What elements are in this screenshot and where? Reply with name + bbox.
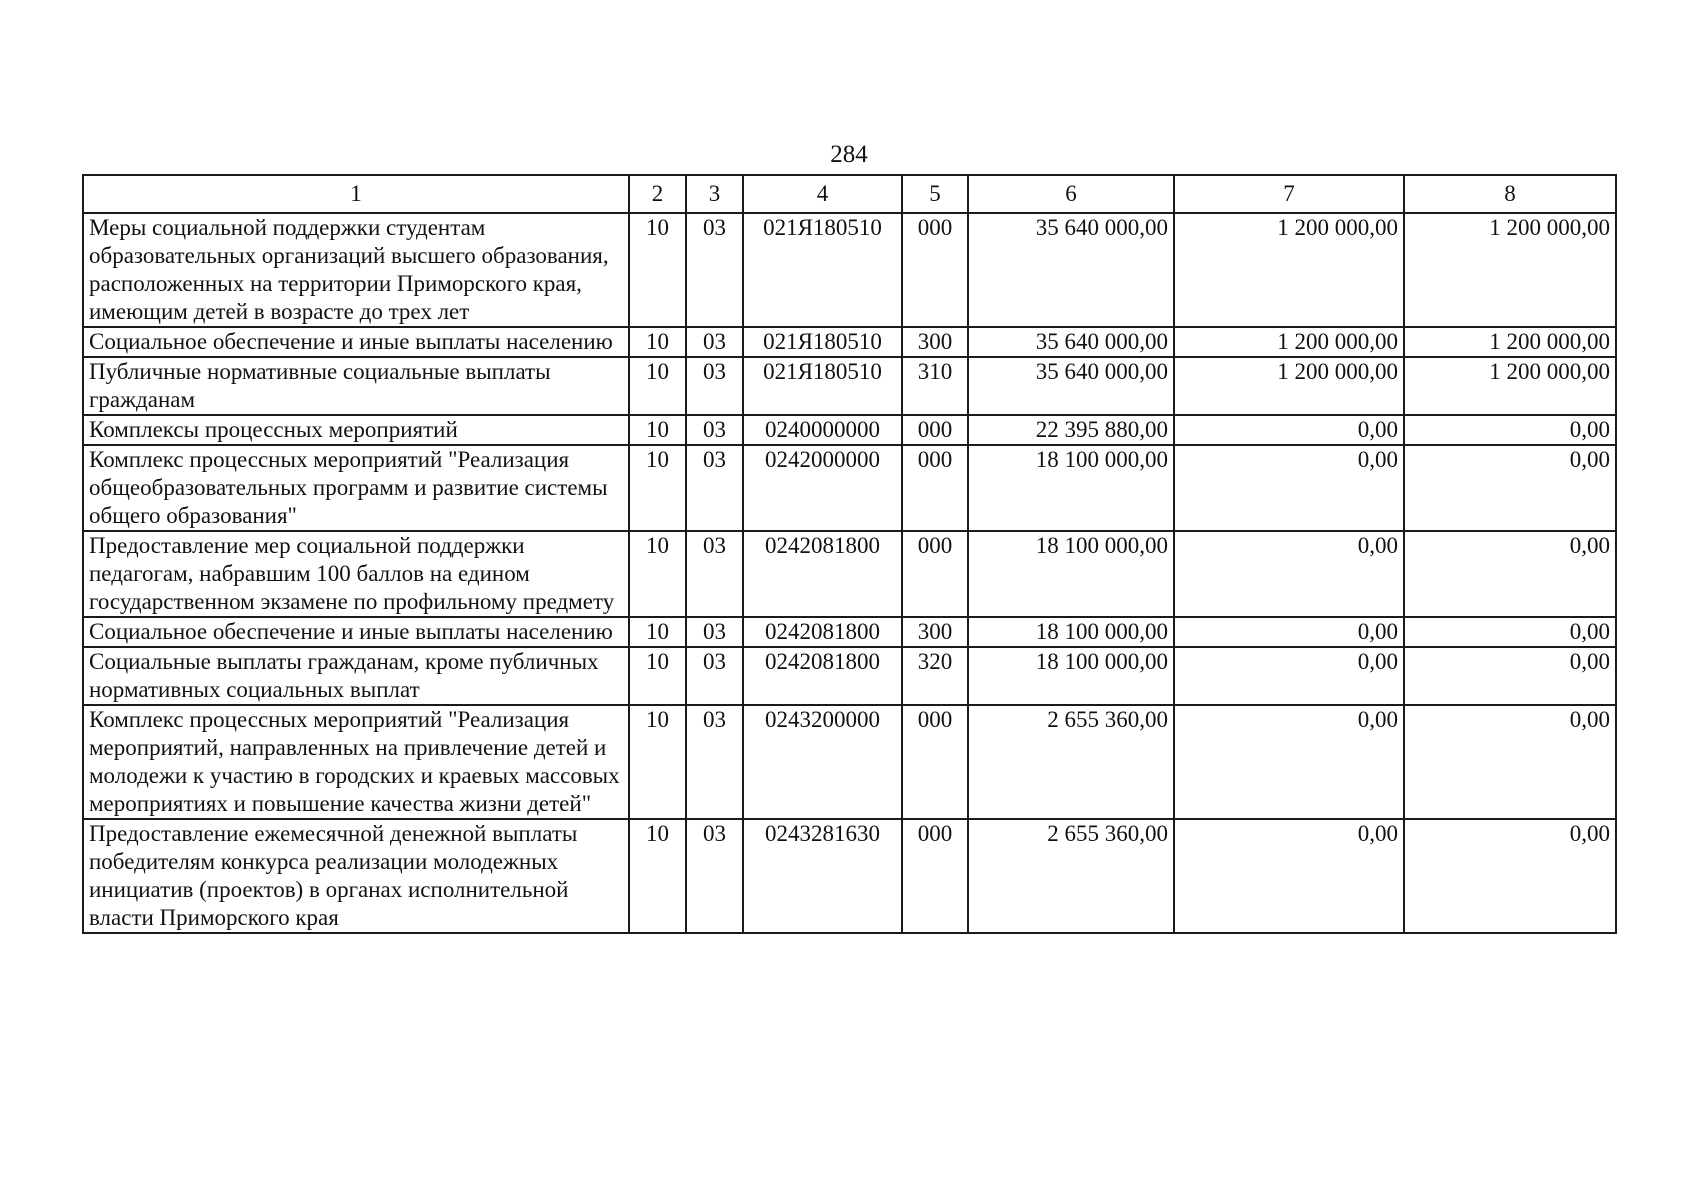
amount-col-7: 0,00 [1174, 705, 1404, 819]
section-code: 10 [629, 705, 686, 819]
column-header: 3 [686, 175, 743, 213]
amount-col-8: 0,00 [1404, 819, 1616, 933]
subsection-code: 03 [686, 357, 743, 415]
target-article-code: 021Я180510 [743, 357, 902, 415]
expense-type-code: 000 [902, 819, 968, 933]
amount-col-8: 0,00 [1404, 415, 1616, 445]
target-article-code: 0242081800 [743, 531, 902, 617]
target-article-code: 0242081800 [743, 647, 902, 705]
amount-col-6: 18 100 000,00 [968, 647, 1174, 705]
target-article-code: 0242081800 [743, 617, 902, 647]
subsection-code: 03 [686, 327, 743, 357]
amount-col-7: 1 200 000,00 [1174, 327, 1404, 357]
row-name: Публичные нормативные социальные выплаты гражданам [83, 357, 629, 415]
table-row [83, 327, 1616, 357]
page-number: 284 [830, 141, 868, 168]
amount-col-8: 0,00 [1404, 445, 1616, 531]
table-row [83, 531, 1616, 617]
section-code: 10 [629, 819, 686, 933]
target-article-code: 0243281630 [743, 819, 902, 933]
amount-col-6: 2 655 360,00 [968, 705, 1174, 819]
row-name: Комплексы процессных мероприятий [83, 415, 629, 445]
section-code: 10 [629, 327, 686, 357]
row-name: Комплекс процессных мероприятий "Реализация общеобразовательных программ и развитие системы общего образования" [83, 445, 629, 531]
expense-type-code: 310 [902, 357, 968, 415]
subsection-code: 03 [686, 705, 743, 819]
table-row [83, 819, 1616, 933]
subsection-code: 03 [686, 415, 743, 445]
amount-col-7: 0,00 [1174, 819, 1404, 933]
amount-col-6: 2 655 360,00 [968, 819, 1174, 933]
amount-col-8: 0,00 [1404, 705, 1616, 819]
column-header: 1 [83, 175, 629, 213]
amount-col-6: 35 640 000,00 [968, 357, 1174, 415]
row-name: Комплекс процессных мероприятий "Реализация мероприятий, направленных на привлечение детей и молодежи к участию в городских и краевых массовых мероприятиях и повышение качества жизни детей" [83, 705, 629, 819]
column-header: 7 [1174, 175, 1404, 213]
amount-col-8: 0,00 [1404, 617, 1616, 647]
amount-col-7: 0,00 [1174, 647, 1404, 705]
amount-col-7: 1 200 000,00 [1174, 357, 1404, 415]
column-header: 4 [743, 175, 902, 213]
target-article-code: 0243200000 [743, 705, 902, 819]
subsection-code: 03 [686, 531, 743, 617]
expense-type-code: 000 [902, 415, 968, 445]
amount-col-6: 18 100 000,00 [968, 617, 1174, 647]
amount-col-7: 0,00 [1174, 531, 1404, 617]
section-code: 10 [629, 647, 686, 705]
amount-col-8: 1 200 000,00 [1404, 213, 1616, 327]
row-name: Социальное обеспечение и иные выплаты населению [83, 327, 629, 357]
section-code: 10 [629, 357, 686, 415]
subsection-code: 03 [686, 647, 743, 705]
column-header: 2 [629, 175, 686, 213]
section-code: 10 [629, 617, 686, 647]
amount-col-6: 18 100 000,00 [968, 531, 1174, 617]
header-row [83, 175, 1616, 213]
expense-type-code: 320 [902, 647, 968, 705]
expense-type-code: 000 [902, 445, 968, 531]
column-header: 5 [902, 175, 968, 213]
amount-col-6: 18 100 000,00 [968, 445, 1174, 531]
subsection-code: 03 [686, 617, 743, 647]
expense-type-code: 000 [902, 531, 968, 617]
expense-type-code: 000 [902, 705, 968, 819]
amount-col-7: 0,00 [1174, 617, 1404, 647]
expense-type-code: 000 [902, 213, 968, 327]
section-code: 10 [629, 531, 686, 617]
column-header: 6 [968, 175, 1174, 213]
row-name: Социальные выплаты гражданам, кроме публичных нормативных социальных выплат [83, 647, 629, 705]
table-row [83, 213, 1616, 327]
amount-col-8: 1 200 000,00 [1404, 357, 1616, 415]
amount-col-8: 1 200 000,00 [1404, 327, 1616, 357]
target-article-code: 021Я180510 [743, 327, 902, 357]
budget-table [82, 174, 1617, 934]
target-article-code: 0242000000 [743, 445, 902, 531]
table-row [83, 617, 1616, 647]
subsection-code: 03 [686, 213, 743, 327]
expense-type-code: 300 [902, 617, 968, 647]
row-name: Предоставление мер социальной поддержки педагогам, набравшим 100 баллов на едином государственном экзамене по профильному предмету [83, 531, 629, 617]
row-name: Меры социальной поддержки студентам образовательных организаций высшего образования, расположенных на территории Приморского края, имеющим детей в возрасте до трех лет [83, 213, 629, 327]
amount-col-7: 0,00 [1174, 415, 1404, 445]
section-code: 10 [629, 213, 686, 327]
table-row [83, 415, 1616, 445]
table-row [83, 357, 1616, 415]
amount-col-7: 1 200 000,00 [1174, 213, 1404, 327]
amount-col-6: 35 640 000,00 [968, 327, 1174, 357]
subsection-code: 03 [686, 819, 743, 933]
table-row [83, 647, 1616, 705]
subsection-code: 03 [686, 445, 743, 531]
amount-col-6: 22 395 880,00 [968, 415, 1174, 445]
amount-col-8: 0,00 [1404, 647, 1616, 705]
target-article-code: 0240000000 [743, 415, 902, 445]
target-article-code: 021Я180510 [743, 213, 902, 327]
section-code: 10 [629, 415, 686, 445]
table-row [83, 445, 1616, 531]
expense-type-code: 300 [902, 327, 968, 357]
amount-col-8: 0,00 [1404, 531, 1616, 617]
table-row [83, 705, 1616, 819]
section-code: 10 [629, 445, 686, 531]
amount-col-6: 35 640 000,00 [968, 213, 1174, 327]
column-header: 8 [1404, 175, 1616, 213]
row-name: Предоставление ежемесячной денежной выплаты победителям конкурса реализации молодежных инициатив (проектов) в органах исполнительной власти Приморского края [83, 819, 629, 933]
row-name: Социальное обеспечение и иные выплаты населению [83, 617, 629, 647]
amount-col-7: 0,00 [1174, 445, 1404, 531]
